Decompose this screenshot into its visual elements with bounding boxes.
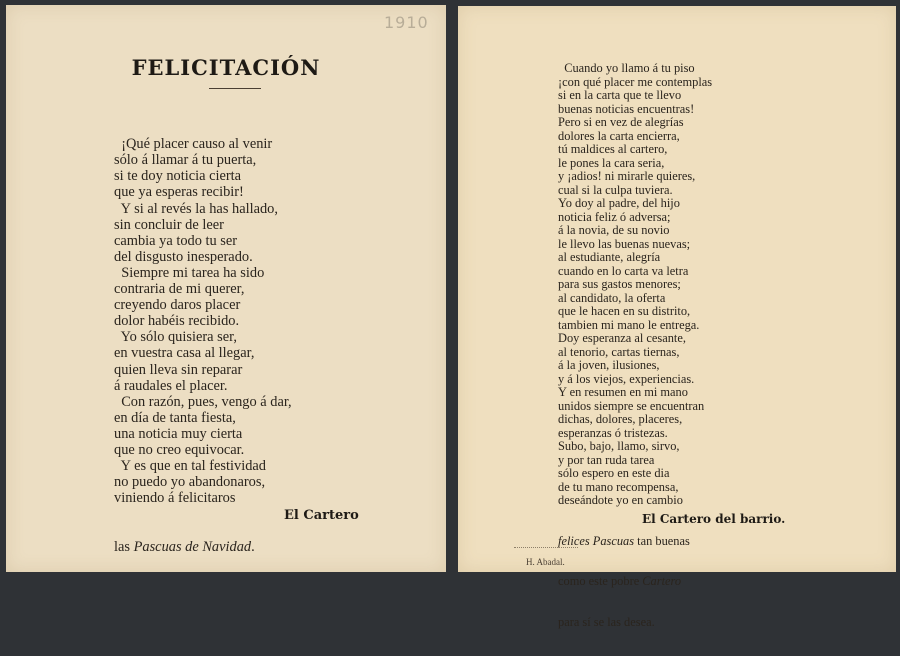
left-poem-line: una noticia muy cierta (114, 425, 243, 442)
left-poem (114, 104, 292, 587)
right-poem-line: para sus gastos menores; (558, 277, 681, 291)
right-poem-line-34 (558, 535, 712, 549)
last-line-prefix: las (114, 538, 134, 555)
right-poem-line: y á los viejos, experiencias. (558, 371, 695, 386)
right-poem-line: deseándote yo en cambio (558, 493, 683, 507)
right-poem-line: Pero si en vez de alegrías (558, 115, 684, 129)
left-poem-line: contraria de mi querer, (114, 281, 245, 298)
left-signature: El Cartero (284, 508, 359, 523)
left-poem-line: Con razón, pues, vengo á dar, (114, 393, 292, 410)
left-poem-line: en día de tanta fiesta, (114, 409, 236, 426)
title-divider (209, 88, 261, 89)
left-poem-line: del disgusto inesperado. (114, 248, 253, 265)
right-poem-line: tambien mi mano le entrega. (558, 317, 700, 332)
left-poem-line: cambia ya todo tu ser (114, 232, 238, 249)
left-poem-line: Y es que en tal festividad (114, 458, 266, 475)
right-poem-line: tú maldices al cartero, (558, 142, 668, 156)
pencil-annotation: 1910 (384, 13, 429, 32)
right-poem-line: si en la carta que te llevo (558, 88, 682, 102)
right-poem-line-36: para sí se las desea. (558, 614, 655, 629)
right-poem-line: dolores la carta encierra, (558, 128, 680, 143)
right-poem-line: á la novia, de su novio (558, 223, 670, 237)
printer-divider (514, 547, 578, 548)
left-poem-line: si te doy noticia cierta (114, 168, 242, 185)
last-line-italic: Pascuas de Navidad (133, 538, 252, 555)
left-poem-line: creyendo daros placer (114, 297, 241, 314)
left-poem-line: Yo sólo quisiera ser, (114, 329, 237, 346)
left-poem-line: Y si al revés la has hallado, (114, 200, 278, 217)
left-poem-line: no puedo yo abandonaros, (114, 474, 266, 491)
right-poem-line: que le hacen en su distrito, (558, 304, 691, 318)
right-poem-line: le llevo las buenas nuevas; (558, 236, 691, 251)
left-poem-line: en vuestra casa al llegar, (114, 345, 255, 362)
right-poem-line: noticia feliz ó adversa; (558, 209, 671, 224)
right-poem-line: Doy esperanza al cesante, (558, 331, 686, 345)
printer-credit: H. Abadal. (526, 557, 565, 567)
left-poem-line: sin concluir de leer (114, 216, 224, 233)
left-poem-line: sólo á llamar á tu puerta, (114, 152, 257, 169)
right-poem-line: y por tan ruda tarea (558, 452, 655, 467)
left-poem-line: á raudales el placer. (114, 377, 228, 394)
right-poem-line: dichas, dolores, placeres, (558, 412, 683, 426)
card-title: FELICITACIÓN (131, 55, 321, 80)
last-line-suffix: . (251, 538, 255, 555)
line-35-prefix: como este pobre (558, 574, 643, 588)
right-poem-line: al estudiante, alegría (558, 250, 661, 264)
left-card (6, 5, 446, 572)
right-poem (558, 35, 712, 656)
right-poem-line: ¡con qué placer me contemplas (558, 74, 713, 89)
right-card (458, 6, 896, 629)
left-poem-line: quien lleva sin reparar (114, 361, 243, 378)
left-poem-line: que ya esperas recibir! (114, 184, 244, 201)
right-signature: El Cartero del barrio. (642, 512, 786, 526)
right-poem-line: Yo doy al padre, del hijo (558, 196, 680, 210)
left-poem-lines (114, 136, 292, 506)
line-35-italic: Cartero (642, 574, 682, 588)
line-34-suffix: tan buenas (634, 533, 690, 548)
right-poem-line: unidos siempre se encuentran (558, 398, 705, 413)
right-poem-line: cuando en lo carta va letra (558, 263, 689, 278)
right-poem-line: Subo, bajo, llamo, sirvo, (558, 439, 680, 453)
right-poem-line: á la joven, ilusiones, (558, 358, 660, 372)
right-poem-line: al candidato, la oferta (558, 290, 666, 305)
right-poem-line: de tu mano recompensa, (558, 479, 679, 494)
right-poem-line: buenas noticias encuentras! (558, 101, 695, 116)
right-poem-line: sólo espero en este dia (558, 466, 670, 480)
right-poem-line: cual si la culpa tuviera. (558, 182, 673, 197)
right-poem-line: esperanzas ó tristezas. (558, 425, 668, 440)
right-poem-line: le pones la cara seria, (558, 155, 665, 170)
right-poem-lines (558, 62, 712, 508)
right-poem-line: Cuando yo llamo á tu piso (558, 61, 695, 75)
left-poem-line: viniendo á felicitaros (114, 490, 236, 507)
left-poem-line: que no creo equivocar. (114, 441, 245, 458)
right-poem-line: y ¡adios! ni mirarle quieres, (558, 169, 696, 183)
left-poem-last-line (114, 539, 292, 555)
left-poem-line: ¡Qué placer causo al venir (114, 136, 273, 153)
right-poem-line: al tenorio, cartas tiernas, (558, 344, 680, 359)
left-poem-line: Siempre mi tarea ha sido (114, 264, 265, 281)
line-34-italic: felices Pascuas (558, 533, 635, 548)
left-poem-line: dolor habéis recibido. (114, 313, 240, 330)
right-poem-line: Y en resumen en mi mano (558, 385, 688, 399)
right-poem-line-35 (558, 575, 712, 589)
